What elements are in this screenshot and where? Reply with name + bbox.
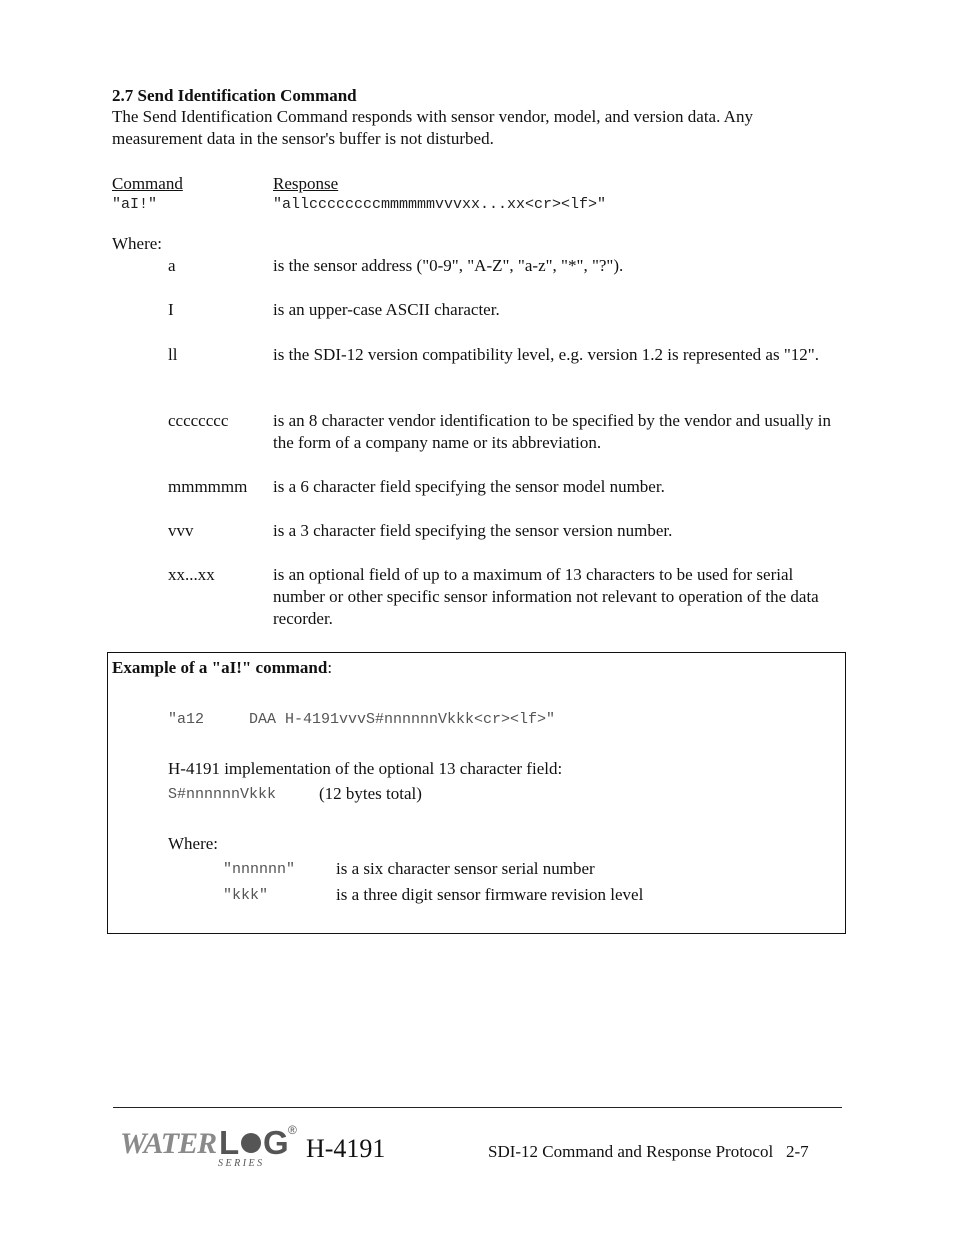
- example-impl-text: H-4191 implementation of the optional 13 character field:: [168, 759, 563, 778]
- where-label: Where:: [112, 234, 163, 253]
- logo-l-text: L: [219, 1124, 240, 1161]
- definition-desc: is a 3 character field specifying the sensor version number.: [273, 521, 673, 540]
- definition-term: I: [168, 300, 174, 319]
- logo-water-text: WATER: [120, 1127, 217, 1160]
- logo-series-text: S E R I E S: [218, 1158, 263, 1169]
- waterlog-logo: [120, 1125, 300, 1175]
- command-header: Command: [112, 174, 183, 193]
- definition-term: ll: [168, 345, 178, 364]
- example-field-code: S#nnnnnnVkkk: [168, 786, 277, 803]
- definition-term: vvv: [168, 521, 194, 540]
- definition-desc: is an upper-case ASCII character.: [273, 300, 500, 319]
- command-code: "aI!": [112, 196, 158, 213]
- response-header: Response: [273, 174, 339, 193]
- definition-desc: is an 8 character vendor identification to be specified by the vendor and usually in the form of a company name or its abbreviation.: [273, 411, 831, 452]
- logo-o-icon: [241, 1133, 261, 1153]
- example-title-colon: :: [327, 658, 333, 677]
- example-response: [168, 709, 555, 731]
- response-code: "allccccccccmmmmmmvvvxx...xx<cr><lf>": [273, 196, 607, 213]
- definition-desc: is the SDI-12 version compatibility level, e.g. version 1.2 is represented as "12".: [273, 345, 819, 364]
- example-title: [112, 657, 332, 679]
- example-title-bold: Example of a "aI!" command: [112, 658, 328, 677]
- footer-rule: [113, 1107, 842, 1108]
- definition-term: xx...xx: [168, 565, 215, 584]
- definition-term: cccccccc: [168, 411, 229, 430]
- footer-page-label: SDI-12 Command and Response Protocol 2-7: [488, 1142, 809, 1161]
- example-item-code: "kkk": [223, 887, 269, 904]
- example-response-line: "a12 DAA H-4191vvvS#nnnnnnVkkk<cr><lf>": [168, 711, 556, 728]
- definition-term: a: [168, 256, 176, 275]
- definition-desc: is an optional field of up to a maximum of 13 characters to be used for serial number or other specific sensor information not relevant to operation of the data recorder.: [273, 565, 819, 628]
- logo-registered-mark: ®: [288, 1123, 297, 1137]
- example-item-desc: is a three digit sensor firmware revision level: [336, 885, 644, 904]
- definition-term: mmmmmm: [168, 477, 248, 496]
- logo-g-text: G: [263, 1124, 289, 1161]
- example-field-note: (12 bytes total): [319, 784, 422, 803]
- definition-desc: is the sensor address ("0-9", "A-Z", "a-z", "*", "?").: [273, 256, 624, 275]
- example-item-code: "nnnnnn": [223, 861, 296, 878]
- definition-desc: is a 6 character field specifying the sensor model number.: [273, 477, 665, 496]
- section-title: 2.7 Send Identification Command: [112, 86, 357, 105]
- example-where-label: Where:: [168, 834, 219, 853]
- example-item-desc: is a six character sensor serial number: [336, 859, 595, 878]
- section-intro: The Send Identification Command responds with sensor vendor, model, and version data. Any measurement data in the sensor's buffer is not disturbed.: [112, 107, 753, 148]
- footer-model: H-4191: [306, 1134, 386, 1163]
